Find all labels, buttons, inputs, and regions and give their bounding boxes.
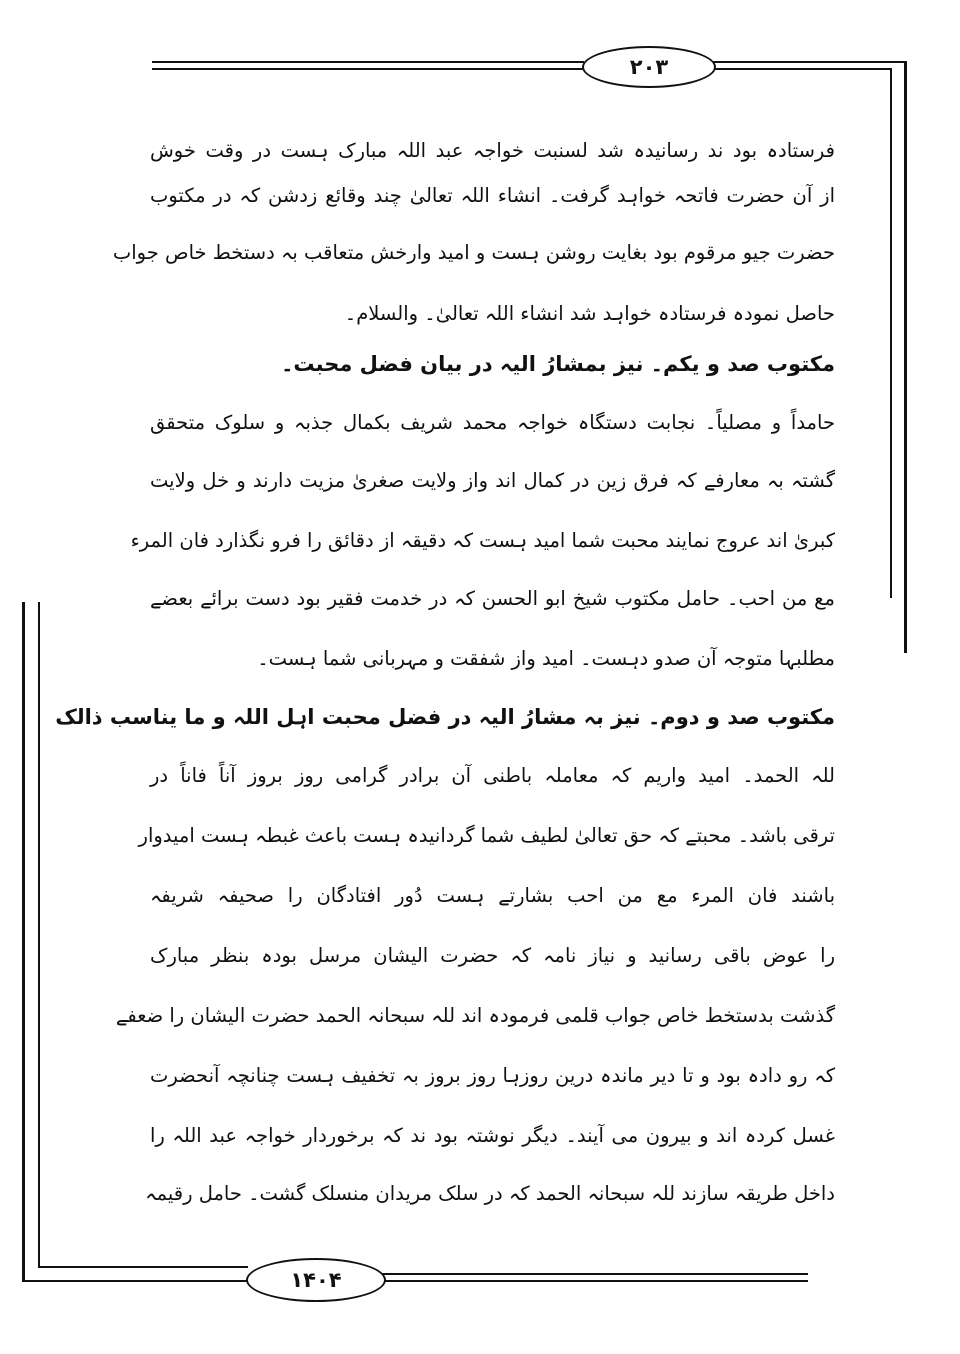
frame-left-rule-inner bbox=[38, 602, 40, 1266]
frame-right-rule-inner bbox=[890, 68, 892, 598]
text-line-10: مطلبہا متوجہ آن صدو دہست۔ امید واز شفقت و مہربانی شما ہست۔ bbox=[257, 647, 835, 670]
frame-left-rule-outer bbox=[22, 602, 25, 1280]
text-line-17: کہ رو دادہ بود و تا دیر ماندہ درین روزہا روز بروز بہ تخفیف ہست چنانچہ آنحضرت bbox=[150, 1064, 835, 1087]
text-line-2: از آن حضرت فاتحہ خواہد گرفت۔ انشاء اللہ تعالیٰ چند وقائع زدشن کہ در مکتوب bbox=[150, 184, 835, 207]
text-line-7: گشتہ بہ معارفے کہ فرق زین در کمال اند واز ولایت صغریٰ مزیت دارند و خل ولایت bbox=[150, 469, 835, 492]
frame-top-rule-outer-left bbox=[152, 61, 584, 63]
text-line-12: للہ الحمد۔ امید واریم کہ معاملہ باطنی آن برادر گرامی روز بروز آناً فاناً در bbox=[150, 764, 835, 787]
text-line-16: گذشت بدستخط خاص جواب قلمی فرمودہ اند للہ سبحانہ الحمد حضرت الیشان را ضعفے bbox=[115, 1004, 835, 1027]
frame-top-rule-inner-right bbox=[710, 68, 892, 70]
letter-heading-102: مکتوب صد و دوم۔ نیز بہ مشارُ الیہ در فضل محبت اہل اللہ و ما یناسب ذالک bbox=[55, 705, 835, 729]
frame-top-rule-inner-left bbox=[152, 68, 584, 70]
frame-bottom-rule-outer-left bbox=[22, 1280, 248, 1282]
text-line-4: حاصل نمودہ فرستادہ خواہد شد انشاء اللہ تعالیٰ۔ والسلام۔ bbox=[344, 302, 835, 325]
text-line-19: داخل طریقہ سازند للہ سبحانہ الحمد کہ در سلک مریدان منسلک گشت۔ حامل رقیمہ bbox=[145, 1182, 835, 1205]
frame-bottom-rule-outer-right bbox=[380, 1280, 808, 1282]
frame-bottom-rule-inner-right bbox=[380, 1273, 808, 1275]
text-line-3: حضرت جیو مرقوم بود بغایت روشن ہست و امید وارخش متعاقب بہ دستخط خاص جواب bbox=[112, 241, 835, 264]
frame-right-rule-outer bbox=[904, 61, 907, 653]
frame-top-rule-outer-right bbox=[710, 61, 906, 63]
letter-heading-101: مکتوب صد و یکم۔ نیز بمشارُ الیہ در بیان فضل محبت۔ bbox=[281, 352, 835, 376]
page-number-top: ۲۰۳ bbox=[582, 46, 716, 88]
text-line-1: فرستادہ بود ند رسانیدہ شد لسنبت خواجہ عبد اللہ مبارک ہست در وقت خوش bbox=[150, 139, 835, 162]
text-line-14: باشند فان المرء مع من احب بشارتے ہست دُور افتادگان را صحیفہ شریفہ bbox=[150, 884, 835, 907]
text-line-8: کبریٰ اند عروج نمایند محبت شما امید ہست کہ دقیقہ از دقائق را فرو نگذارد فان المرء bbox=[130, 529, 835, 552]
frame-bottom-rule-inner-left bbox=[38, 1266, 248, 1268]
text-line-13: ترقی باشد۔ محبتے کہ حق تعالیٰ لطیف شما گردانیدہ ہست باعث غبطہ ہست امیدوار bbox=[138, 824, 835, 847]
text-line-15: را عوض باقی رسانید و نیاز نامہ کہ حضرت الیشان مرسل بودہ بنظر مبارک bbox=[150, 944, 835, 967]
text-line-18: غسل کردہ اند و بیرون می آیند۔ دیگر نوشتہ بود ند کہ برخوردار خواجہ عبد اللہ را bbox=[150, 1124, 835, 1147]
text-line-9: مع من احب۔ حامل مکتوب شیخ ابو الحسن کہ در خدمت فقیر بود دست برائے بعضے bbox=[150, 587, 835, 610]
text-line-6: حامداً و مصلیاً۔ نجابت دستگاہ خواجہ محمد شریف بکمال جذبہ و سلوک متحقق bbox=[150, 411, 835, 434]
page-number-bottom: ۱۴۰۴ bbox=[246, 1258, 386, 1302]
